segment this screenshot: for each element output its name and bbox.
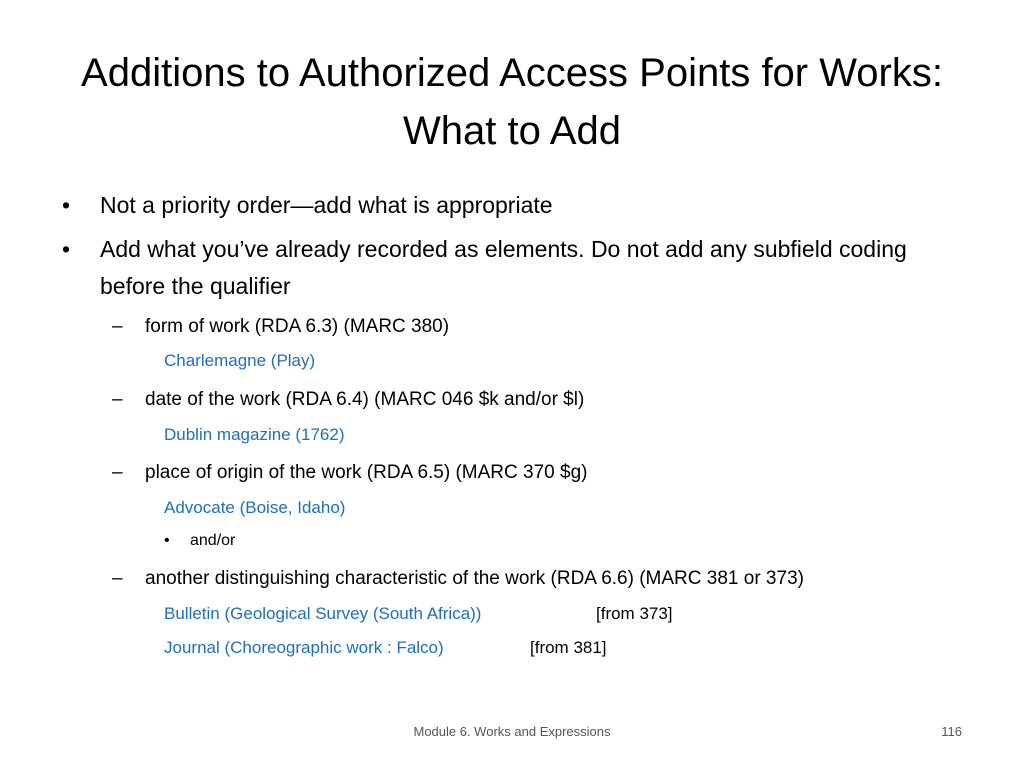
example-note: [from 381] (530, 638, 607, 657)
example-line (164, 349, 315, 373)
slide-title: Additions to Authorized Access Points for Works: What to Add (81, 51, 943, 153)
dash-glyph: – (112, 389, 123, 410)
example-line (164, 602, 673, 626)
bullet-text: Not a priority order—add what is appropriate (100, 192, 553, 218)
sub-item-text: another distinguishing characteristic of the work (RDA 6.6) (MARC 381 or 373) (145, 568, 804, 589)
dash-glyph: – (112, 316, 123, 337)
bullet-glyph: • (164, 532, 170, 549)
example-text: Journal (Choreographic work : Falco) (164, 638, 444, 657)
example-line (164, 423, 345, 447)
example-note: [from 373] (596, 604, 673, 623)
bullet-glyph: • (62, 192, 71, 218)
sub-item-text: date of the work (RDA 6.4) (MARC 046 $k and/or $l) (145, 389, 585, 410)
example-text: Dublin magazine (1762) (164, 425, 345, 444)
example-text: Charlemagne (Play) (164, 351, 316, 370)
bullet-text: Add what you’ve already recorded as elements. Do not add any subfield coding before the qualifier (100, 236, 907, 299)
dash-glyph: – (112, 462, 123, 483)
sub-item-text: place of origin of the work (RDA 6.5) (MARC 370 $g) (145, 462, 588, 483)
example-text: Bulletin (Geological Survey (South Africa)) (164, 604, 482, 623)
example-line (164, 636, 607, 660)
dash-glyph: – (112, 568, 123, 589)
bullet-glyph: • (62, 236, 71, 262)
page-number: 116 (941, 724, 962, 739)
sub-item-text: form of work (RDA 6.3) (MARC 380) (145, 316, 450, 337)
footer-module: Module 6. Works and Expressions (413, 724, 611, 739)
example-text: Advocate (Boise, Idaho) (164, 498, 346, 517)
example-line (164, 496, 345, 520)
sub-bullet-text: and/or (190, 532, 236, 549)
